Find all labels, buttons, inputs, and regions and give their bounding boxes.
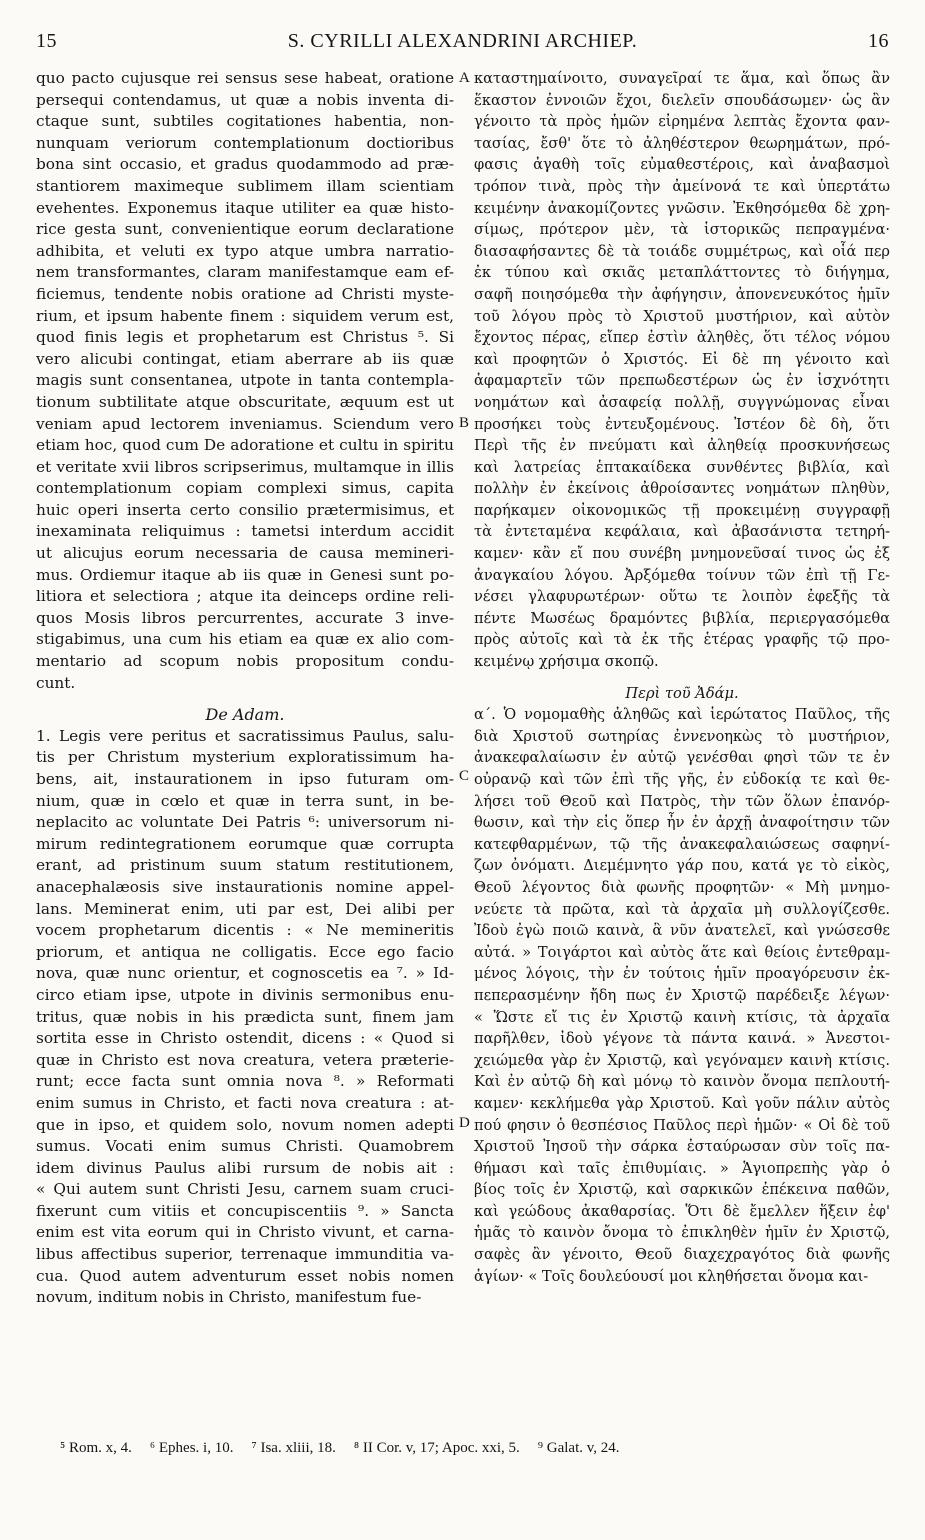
text-line: persequi contendamus, ut quæ a nobis inventa di- [36, 90, 454, 109]
text-line: θωσιν, καὶ τὴν εἰς ὅπερ ἦν ἐν ἀρχῇ ἀναφοίτησιν τῶν [474, 814, 890, 832]
text-line: rice gesta sunt, convenientique eorum declaratione [36, 220, 454, 239]
footnote: ⁸ II Cor. v, 17; Apoc. xxi, 5. [353, 1440, 520, 1456]
text-line: veniam apud lectorem inveniamus. Sciendum vero [36, 414, 454, 433]
text-line: mirum redintegrationem eorumque quæ corrupta [36, 834, 454, 853]
text-line: ἁγίων· « Τοῖς δουλεύουσί μοι κληθήσεται ὄνομα και- [474, 1267, 869, 1285]
text-line: lans. Meminerat enim, uti par est, Dei alibi per [36, 899, 454, 918]
text-line: 1. Legis vere peritus et sacratissimus Paulus, salu- [36, 726, 454, 745]
text-line: magis sunt consentanea, utpote in tanta contempla- [36, 371, 454, 390]
margin-marker-b: B [459, 415, 470, 431]
text-line: « Ὥστε εἴ τις ἐν Χριστῷ καινὴ κτίσις, τὰ ἀρχαῖα [474, 1008, 890, 1026]
text-line: quod finis legis et prophetarum est Christus ⁵. Si [36, 328, 454, 347]
text-line: διὰ Χριστοῦ σωτηρίας ἐννενοηκὼς τὸ μυστήριον, [474, 727, 890, 745]
text-line: quos Mosis libros percurrentes, accurate 3 inve- [36, 608, 454, 627]
text-line: Ἰδοὺ ἐγὼ ποιῶ καινὰ, ἃ νῦν ἀνατελεῖ, καὶ γνώσεσθε [474, 922, 890, 940]
text-line: ἡμᾶς τὸ καινὸν ὄνομα τὸ ἐπικληθὲν ἡμῖν ἐν Χριστῷ, [474, 1224, 890, 1242]
text-line: γένοιτο τὰ πρὸς ἡμῶν εἰρημένα λεπτὰς ἔχοντα φαν- [474, 113, 890, 131]
text-line: πού φησιν ὁ θεσπέσιος Παῦλος περὶ ἡμῶν· « Οἱ δὲ τοῦ [474, 1116, 890, 1134]
text-line: litiora et selectiora ; atque ita deinceps ordine reli- [36, 587, 454, 606]
text-line: ζων ὀνόματι. Διεμέμνητο γάρ που, κατά γε τὸ εἰκὸς, [474, 857, 890, 875]
footnote: ⁵ Rom. x, 4. [60, 1440, 132, 1456]
footnote: ⁹ Galat. v, 24. [537, 1440, 620, 1456]
text-line: πρὸς αὐτοῖς καὶ τὰ ἐκ τῆς ἑτέρας γραφῆς τῷ προ- [474, 631, 890, 649]
text-line: μένος λόγοις, τὴν ἐν τούτοις ἡμῖν προαγόρευσιν ἐκ- [474, 965, 890, 983]
text-line: erant, ad pristinum suum statum restitutionem, [36, 856, 454, 875]
text-line: bens, ait, instaurationem in ipso futuram om- [36, 770, 454, 788]
text-line: Περὶ τῆς ἐν πνεύματι καὶ ἀληθείᾳ προσκυνήσεως [474, 437, 890, 455]
text-line: αὐτά. » Τοιγάρτοι καὶ αὐτὸς ἅτε καὶ θείοις ἐντεθραμ- [474, 943, 890, 961]
footnote: ⁷ Isa. xliii, 18. [251, 1440, 336, 1456]
text-line: διασαφήσαντες δὲ τὰ τοιάδε συμμέτρως, καὶ οἷά περ [474, 242, 890, 260]
text-line: nium, quæ in cœlo et quæ in terra sunt, in be- [36, 791, 454, 810]
text-line: mentario ad scopum nobis propositum condu- [36, 652, 454, 671]
text-line: stigabimus, una cum his etiam ea quæ ex alio com- [36, 630, 454, 649]
text-line: προσήκει τοὺς ἐντευξομένους. Ἰστέον δὲ δὴ, ὅτι [474, 415, 890, 433]
text-line: anacephalæosis sive instaurationis nomine appel- [36, 877, 454, 896]
text-line: πεπερασμένην ἤδη πως ἐν Χριστῷ παρέδειξε λέγων· [474, 986, 890, 1004]
footnotes [60, 1440, 860, 1457]
text-line: evehentes. Exponemus itaque utiliter ea quæ histo- [36, 198, 454, 217]
text-line: νεύετε τὰ πρῶτα, καὶ τὰ ἀρχαῖα μὴ συλλογίζεσθε. [474, 900, 890, 918]
text-line: τοῦ λόγου πρὸς τὸ Χριστοῦ μυστήριον, καὶ αὐτὸν [474, 307, 890, 325]
text-line: παρῆλθεν, ἰδοὺ γέγονε τὰ πάντα καινά. » Ἀνεστοι- [474, 1030, 890, 1048]
text-line: ἔχοντος πέρας, εἴπερ ἐστὶν ἀληθὲς, ὅτι τέλος νόμου [474, 329, 890, 347]
text-line: καὶ λατρείας ἑπτακαίδεκα συνθέντες βιβλία, καὶ [474, 458, 890, 476]
text-line: fixerunt cum vitiis et concupiscentiis ⁹. » Sancta [36, 1201, 454, 1220]
footnote: ⁶ Ephes. i, 10. [149, 1440, 234, 1456]
margin-marker-c: C [459, 768, 470, 784]
text-line: Καὶ ἐν αὐτῷ δὴ καὶ μόνῳ τὸ καινὸν ὄνομα πεπλουτή- [474, 1073, 890, 1091]
text-line: τασίας, ἔσθ' ὅτε τὸ ἀληθέστερον θεωρημάτων, πρό- [474, 134, 890, 152]
text-line: et veritate xvii libros scripserimus, multamque in illis [36, 457, 454, 476]
running-title: S. CYRILLI ALEXANDRINI ARCHIEP. [287, 30, 638, 52]
latin-column [36, 68, 454, 1309]
text-line: νέσει γλαφυρωτέρων· οὕτω τε λοιπὸν ἐφεξῆς τὰ [474, 588, 890, 606]
text-line: Θεοῦ λέγοντος διὰ φωνῆς προφητῶν· « Μὴ μνημο- [474, 878, 890, 896]
text-line: stantiorem maximeque sublimem illam scientiam [36, 176, 454, 195]
text-line: ctaque sunt, subtiles cogitationes habentia, non- [36, 112, 454, 131]
text-line: ἕκαστον ἐννοιῶν ἔχοι, διελεῖν σπουδάσωμεν· ὡς ἂν [474, 91, 890, 109]
text-line: enim est vita eorum qui in Christo vivunt, et carna- [36, 1223, 454, 1242]
page-header [36, 30, 889, 60]
text-line: novum, inditum nobis in Christo, manifestum fue- [36, 1288, 422, 1307]
text-line: tritus, quæ nobis in his prædicta sunt, finem jam [36, 1007, 454, 1026]
spacer [474, 673, 890, 683]
text-line: πολλὴν ἐν ἐκείνοις ἀθροίσαντες νοημάτων πληθὺν, [474, 480, 890, 498]
text-line: vocem prophetarum dicentis : « Ne memineritis [36, 921, 454, 940]
text-line: contemplationum copiam complexi simus, capita [36, 479, 454, 498]
text-line: huic operi inserta certo consilio prætermisimus, et [36, 500, 454, 519]
text-line: ἀφαμαρτεῖν τῶν πρεπωδεστέρων ὡς ἐν ἰσχνότητι [474, 372, 890, 390]
text-line: nem transformantes, claram manifestamque eam ef- [36, 263, 454, 282]
text-line: que in ipso, et quidem solo, novum nomen adepti [36, 1115, 454, 1134]
text-line: τρόπον τινὰ, πρὸς τὴν ἀμείνονά τε καὶ ὑπερτάτω [474, 177, 890, 195]
text-line: χειώμεθα γὰρ ἐν Χριστῷ, καὶ γεγόναμεν καινὴ κτίσις. [474, 1051, 890, 1069]
text-line: καμεν· κεκλήμεθα γὰρ Χριστοῦ. Καὶ γοῦν πάλιν αὐτὸς [474, 1094, 890, 1112]
text-line: nunquam veriorum contemplationum doctioribus [36, 133, 454, 152]
text-line: νοημάτων καὶ ἀσαφείᾳ πολλῇ, συγγνώμονας εἶναι [474, 393, 890, 411]
text-line: κειμένην ἀνακομίζοντες γνῶσιν. Ἐκθησόμεθα δὲ χρη- [474, 199, 890, 217]
text-line: ἐκ τύπου καὶ σκιᾶς μεταπλάττοντες τὸ διήγημα, [474, 264, 890, 282]
text-line: τὰ ἐντεταμένα κεφάλαια, καὶ ἀβασάνιστα τετηρή- [474, 523, 890, 541]
text-line: κατεφθαρμένων, τῷ τῆς ἀνακεφαλαιώσεως σαφηνί- [474, 835, 890, 853]
spacer [36, 694, 454, 704]
text-line: tionum subtilitate atque obscuritate, æquum est ut [36, 392, 454, 411]
section-title: De Adam. [205, 705, 285, 725]
text-line: « Qui autem sunt Christi Jesu, carnem suam cruci- [36, 1180, 454, 1199]
text-line: λήσει τοῦ Θεοῦ καὶ Πατρὸς, τὴν τῶν ὅλων ἐπανόρ- [474, 792, 890, 810]
greek-column [474, 68, 890, 1287]
text-line: καταστημαίνοιτο, συναγεῖραί τε ἅμα, καὶ ὅπως ἂν [474, 70, 890, 87]
text-line: tis per Christum mysterium exploratissimum ha- [36, 748, 454, 767]
text-line: φασις ἀγαθὴ τοῖς εὐμαθεστέροις, καὶ ἀναβασμοὶ [474, 156, 890, 174]
text-line: ἀνακεφαλαίωσιν ἐν αὐτῷ γενέσθαι φησὶ τῶν τε ἐν [474, 749, 890, 767]
text-line: βίος τοῖς ἐν Χριστῷ, καὶ σαρκικῶν ἐπέκεινα παθῶν, [474, 1181, 890, 1199]
section-title: Περὶ τοῦ Ἀδάμ. [625, 684, 739, 702]
text-line: καὶ γεώδους ἀκαθαρσίας. Ὅτι δὲ ἔμελλεν ἥξειν ἐφ' [474, 1202, 890, 1220]
text-line: σαφὲς ἂν γένοιτο, Θεοῦ διαχεχραγότος διὰ φωνῆς [474, 1246, 890, 1264]
text-line: ut alicujus eorum necessaria de causa memineri- [36, 544, 454, 563]
margin-marker-a: A [459, 70, 470, 86]
text-line: ἀναγκαίου λόγου. Ἀρξόμεθα τοίνυν τῶν ἐπὶ τῇ Γε- [474, 566, 890, 584]
text-line: bona sint occasio, et gradus quodammodo ad præ- [36, 155, 454, 174]
text-line: libus affectibus superior, terrenaque immunditia va- [36, 1245, 454, 1264]
text-line: πέντε Μωσέως δραμόντες βιβλία, περιεργασόμεθα [474, 609, 890, 627]
text-line: inexaminata reliquimus : tametsi interdum accidit [36, 522, 454, 541]
text-line: runt; ecce facta sunt omnia nova ⁸. » Reformati [36, 1072, 454, 1091]
text-line: neplacito ac voluntate Dei Patris ⁶: universorum ni- [36, 813, 454, 832]
text-line: cunt. [36, 673, 76, 692]
text-line: α΄. Ὁ νομομαθὴς ἀληθῶς καὶ ἱερώτατος Παῦλος, τῆς [474, 706, 890, 724]
text-line: etiam hoc, quod cum De adoratione et cultu in spiritu [36, 436, 454, 455]
text-line: sumus. Vocati enim sumus Christi. Quamobrem [36, 1137, 454, 1156]
text-line: καὶ προφητῶν ὁ Χριστός. Εἰ δὲ πη γένοιτο καὶ [474, 350, 890, 368]
page-number-right: 16 [868, 30, 889, 52]
text-line: nova, quæ nunc orientur, et cognoscetis ea ⁷. » Id- [36, 964, 454, 983]
text-line: κειμένῳ χρήσιμα σκοπῷ. [474, 653, 659, 671]
text-line: Χριστοῦ Ἰησοῦ τὴν σάρκα ἐσταύρωσαν σὺν τοῖς πα- [474, 1138, 890, 1156]
text-line: idem divinus Paulus alibi rursum de nobis ait : [36, 1158, 454, 1177]
margin-marker-d: D [459, 1115, 470, 1131]
text-line: mus. Ordiemur itaque ab iis quæ in Genesi sunt po- [36, 565, 454, 584]
text-line: ficiemus, tendente nobis oratione ad Christi myste- [36, 284, 454, 303]
text-line: quæ in Christo est nova creatura, vetera præterie- [36, 1050, 454, 1069]
text-line: sortita esse in Christo ostendit, dicens : « Quod si [36, 1029, 454, 1048]
text-line: οὐρανῷ καὶ τῶν ἐπὶ τῆς γῆς, ἐν εὐδοκίᾳ τε καὶ θε- [474, 771, 890, 788]
text-line: rium, et ipsum habente finem : siquidem verum est, [36, 306, 454, 325]
text-line: priorum, et antiqua ne colligatis. Ecce ego facio [36, 942, 454, 961]
text-line: adhibita, et veluti ex typo atque umbra narratio- [36, 241, 454, 260]
page-number-left: 15 [36, 30, 57, 52]
text-line: καμεν· κἂν εἴ που συνέβη μνημονεῦσαί τινος ὡς ἐξ [474, 545, 890, 563]
text-line: circo etiam ipse, utpote in divinis sermonibus enu- [36, 985, 454, 1004]
text-line: quo pacto cujusque rei sensus sese habeat, oratione [36, 69, 454, 87]
text-line: σίμως, πρότερον μὲν, τὰ ἱστορικῶς πεπραγμένα· [474, 221, 890, 239]
text-line: παρήκαμεν οἰκονομικῶς τῇ προκειμένῃ συγγραφῇ [474, 501, 890, 519]
text-line: cua. Quod autem adventurum esset nobis nomen [36, 1266, 454, 1285]
text-line: enim sumus in Christo, et facti nova creatura : at- [36, 1093, 454, 1112]
text-line: θήμασι καὶ ταῖς ἐπιθυμίαις. » Ἁγιοπρεπὴς γὰρ ὁ [474, 1159, 890, 1177]
text-line: vero alicubi contingat, etiam aberrare ab iis quæ [36, 349, 454, 368]
text-line: σαφῆ ποιησόμεθα τὴν ἀφήγησιν, ἀπονενευκότος ἡμῖν [474, 285, 890, 303]
